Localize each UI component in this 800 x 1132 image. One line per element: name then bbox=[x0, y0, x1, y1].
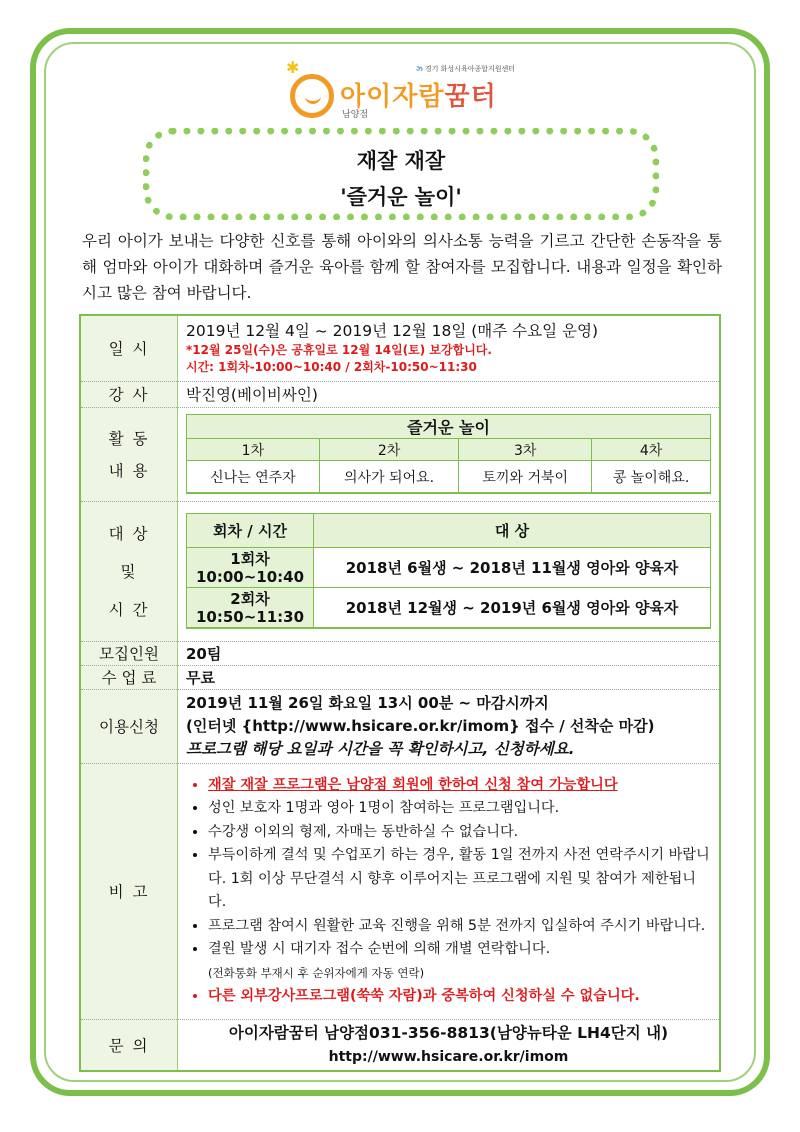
row-instructor bbox=[80, 381, 720, 407]
session-4: 4차 bbox=[592, 439, 711, 461]
row-recruit bbox=[80, 641, 720, 665]
row-remarks bbox=[80, 763, 720, 1019]
label-target-3: 시 간 bbox=[108, 601, 150, 619]
title-box bbox=[143, 128, 659, 220]
recruit-value: 20팀 bbox=[178, 641, 721, 665]
fee-value: 무료 bbox=[178, 665, 721, 689]
session-1: 1차 bbox=[187, 439, 320, 461]
logo-branch: 남양점 bbox=[342, 110, 369, 120]
activity-header: 즐거운 놀이 bbox=[187, 415, 711, 439]
apply-notice: 프로그램 해당 요일과 시간을 꼭 확인하시고, 신청하세요. bbox=[186, 739, 575, 758]
label-fee: 수 업 료 bbox=[80, 665, 178, 689]
target-session: 2회차 bbox=[230, 589, 270, 608]
target-session: 1회차 bbox=[230, 549, 270, 568]
sub-note: (전화통화 부재시 후 순위자에게 자동 연락) bbox=[208, 965, 425, 980]
label-activity-1: 활 동 bbox=[108, 430, 150, 448]
label-contact: 문 의 bbox=[80, 1019, 178, 1071]
activity-title-4: 콩 놀이해요. bbox=[592, 461, 711, 493]
info-table bbox=[79, 314, 721, 1072]
target-value: 2018년 6월생 ~ 2018년 11월생 영아와 양육자 bbox=[314, 548, 711, 588]
activity-title-3: 토끼와 거북이 bbox=[459, 461, 592, 493]
activity-table bbox=[186, 414, 711, 494]
target-row bbox=[187, 548, 711, 588]
target-table bbox=[186, 513, 711, 629]
label-remarks: 비 고 bbox=[80, 763, 178, 1019]
logo-center: ઝ 경기 화성시육아종합지원센터 bbox=[416, 65, 516, 73]
list-item: • 성인 보호자 1명과 영아 1명이 참여하는 프로그램입니다. bbox=[208, 797, 711, 821]
label-schedule: 일 시 bbox=[80, 315, 178, 381]
row-contact bbox=[80, 1019, 720, 1071]
target-time: 10:00~10:40 bbox=[195, 567, 305, 586]
label-target-1: 대 상 bbox=[108, 525, 150, 543]
star-icon: ✱ bbox=[286, 58, 300, 77]
session-3: 3차 bbox=[459, 439, 592, 461]
contact-phone: 아이자람꿈터 남양점031-356-8813(남양뉴타운 LH4단지 내) bbox=[228, 1023, 669, 1042]
schedule-date: 2019년 12월 4일 ~ 2019년 12월 18일 (매주 수요일 운영) bbox=[186, 322, 598, 341]
instructor-value: 박진영(베이비싸인) bbox=[178, 381, 721, 407]
row-target bbox=[80, 501, 720, 641]
list-item: • 수강생 이외의 형제, 자매는 동반하실 수 없습니다. bbox=[208, 821, 711, 845]
label-target-2: 및 bbox=[120, 563, 138, 581]
activity-title-2: 의사가 되어요. bbox=[319, 461, 459, 493]
schedule-times: 시간: 1회차-10:00~10:40 / 2회차-10:50~11:30 bbox=[186, 360, 477, 375]
logo-name: 아이자람꿈터 bbox=[340, 82, 497, 112]
label-recruit: 모집인원 bbox=[80, 641, 178, 665]
intro-text: 우리 아이가 보내는 다양한 신호를 통해 아이와의 의사소통 능력을 기르고 간단한 손동작을 통해 엄마와 아이가 대화하며 즐거운 육아를 함께 할 참여자를 모집합니다. 내용과 일정을 확인하시고 많은 참여 바랍니다. bbox=[82, 232, 722, 302]
target-time: 10:50~11:30 bbox=[195, 607, 305, 626]
logo bbox=[286, 58, 530, 124]
activity-title-1: 신나는 연주자 bbox=[187, 461, 320, 493]
row-fee bbox=[80, 665, 720, 689]
schedule-note: *12월 25일(수)은 공휴일로 12월 14일(토) 보강합니다. bbox=[186, 343, 492, 358]
page-subtitle: '즐거운 놀이' bbox=[340, 185, 462, 209]
list-item: • 다른 외부강사프로그램(쑥쑥 자람)과 중복하여 신청하실 수 없습니다. bbox=[208, 985, 711, 1009]
row-apply bbox=[80, 689, 720, 763]
page-title: 재잘 재잘 bbox=[356, 149, 446, 173]
row-activity bbox=[80, 407, 720, 501]
list-item: • 결원 발생 시 대기자 접수 순번에 의해 개별 연락합니다. bbox=[208, 938, 711, 962]
center-mark-icon: ઝ bbox=[416, 65, 423, 73]
target-value: 2018년 12월생 ~ 2019년 6월생 영아와 양육자 bbox=[314, 588, 711, 628]
remarks-list bbox=[186, 774, 711, 1009]
session-2: 2차 bbox=[319, 439, 459, 461]
col-target: 대 상 bbox=[314, 514, 711, 548]
row-schedule bbox=[80, 315, 720, 381]
apply-period: 2019년 11월 26일 화요일 13시 00분 ~ 마감시까지 bbox=[186, 693, 549, 712]
label-apply: 이용신청 bbox=[80, 689, 178, 763]
col-time: 회차 / 시간 bbox=[187, 514, 314, 548]
list-item: • 부득이하게 결석 및 수업포기 하는 경우, 활동 1일 전까지 사전 연락주시기 바랍니다. 1회 이상 무단결석 시 향후 이루어지는 프로그램에 지원 및 참여가 제한됩니다. bbox=[208, 844, 711, 915]
list-item: • 재잘 재잘 프로그램은 남양점 회원에 한하여 신청 참여 가능합니다 bbox=[208, 774, 711, 798]
label-activity-2: 내 용 bbox=[108, 462, 150, 480]
apply-method: (인터넷 {http://www.hsicare.or.kr/imom} 접수 / 선착순 마감) bbox=[186, 716, 655, 735]
label-instructor: 강 사 bbox=[80, 381, 178, 407]
target-row bbox=[187, 588, 711, 628]
list-item: • 프로그램 참여시 원활한 교육 진행을 위해 5분 전까지 입실하여 주시기 바랍니다. bbox=[208, 915, 711, 939]
smiley-logo-icon bbox=[290, 74, 334, 118]
contact-url[interactable]: http://www.hsicare.or.kr/imom bbox=[328, 1048, 569, 1065]
